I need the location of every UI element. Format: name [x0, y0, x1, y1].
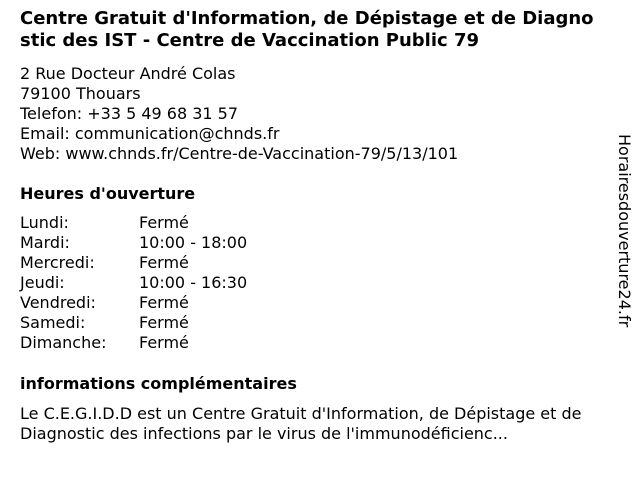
hours-row-monday	[20, 213, 247, 233]
hours-row-friday	[20, 293, 247, 313]
day-hours: Fermé	[139, 313, 189, 332]
day-label: Dimanche:	[20, 333, 107, 352]
info-heading: informations complémentaires	[20, 374, 297, 393]
city: 79100 Thouars	[20, 84, 141, 103]
address-block	[20, 64, 458, 164]
day-hours: 10:00 - 18:00	[139, 233, 248, 252]
day-hours: 10:00 - 16:30	[139, 273, 248, 292]
page-title: Centre Gratuit d'Information, de Dépistage et de Diagnostic des IST - Centre de Vaccination Public 79	[20, 8, 594, 51]
day-label: Vendredi:	[20, 293, 96, 312]
day-label: Samedi:	[20, 313, 86, 332]
day-hours: Fermé	[139, 253, 189, 272]
street-address: 2 Rue Docteur André Colas	[20, 64, 236, 83]
day-hours: Fermé	[139, 333, 189, 352]
hours-row-sunday	[20, 333, 247, 353]
info-description: Le C.E.G.I.D.D est un Centre Gratuit d'Information, de Dépistage et de Diagnostic des infections par le virus de l'immunodéficienc...	[20, 404, 582, 443]
day-label: Jeudi:	[20, 273, 65, 292]
phone-number: Telefon: +33 5 49 68 31 57	[20, 104, 239, 123]
site-watermark: Horairesdouverture24.fr	[615, 134, 634, 328]
website: Web: www.chnds.fr/Centre-de-Vaccination-79/5/13/101	[20, 144, 459, 163]
hours-row-tuesday	[20, 233, 247, 253]
hours-heading: Heures d'ouverture	[20, 184, 196, 203]
hours-table	[20, 213, 247, 353]
day-label: Mardi:	[20, 233, 70, 252]
day-label: Lundi:	[20, 213, 69, 232]
email-address: Email: communication@chnds.fr	[20, 124, 280, 143]
hours-row-saturday	[20, 313, 247, 333]
day-hours: Fermé	[139, 293, 189, 312]
hours-row-wednesday	[20, 253, 247, 273]
day-label: Mercredi:	[20, 253, 95, 272]
hours-row-thursday	[20, 273, 247, 293]
day-hours: Fermé	[139, 213, 189, 232]
